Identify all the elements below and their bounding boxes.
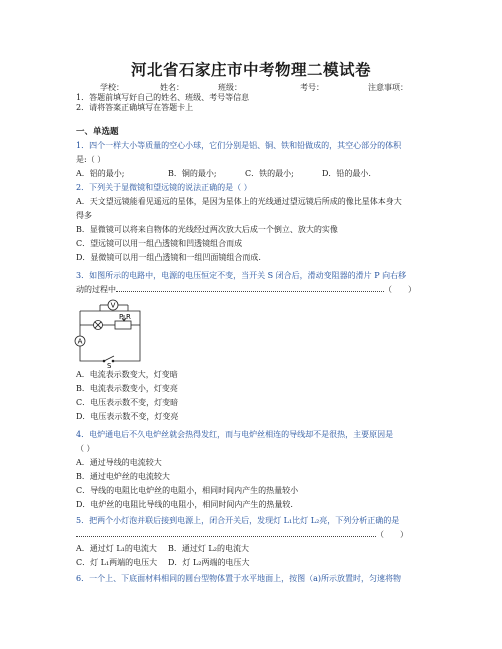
q4-stem-cont: （ ） (76, 444, 95, 453)
q2-option-b: B．显微镜可以将来自物体的光线经过两次放大后成一个倒立、放大的实像 (76, 225, 338, 234)
q3-option-c: C．电压表示数不变，灯变暗 (76, 398, 179, 407)
q3-dotted-leader (116, 285, 384, 292)
q4-option-d: D．电炉丝的电阻比导线的电阻小，相同时间内产生的热量较. (76, 500, 293, 509)
q5-leader-row (76, 530, 408, 540)
q1-stem: 1．四个一样大小等质量的空心小球，它们分别是铝、铜、铁和铅做成的，其空心部分的体积 (76, 141, 402, 150)
q1-option-c: C．铁的最小; (245, 169, 294, 178)
q3-answer-paren: （ ） (384, 285, 416, 294)
exam-no-field: 考号： (300, 83, 324, 92)
q1-option-b: B．铜的最小; (168, 169, 217, 178)
q4-stem: 4．电炉通电后不久电炉丝就会热得发红，而与电炉丝相连的导线却不是很热，主要原因是 (76, 430, 394, 439)
q5-stem: 5．把两个小灯泡并联后接到电源上，闭合开关后，发现灯 L₁比灯 L₂亮，下列分析正确的是 (76, 516, 400, 525)
q6-stem: 6．一个上、下底面材料相同的圆台型物体置于水平地面上，按图（a)所示放置时，匀速将物 (76, 574, 401, 583)
q4-option-a: A．通过导线的电流较大 (76, 458, 162, 467)
q1-option-d: D．铅的最小. (322, 169, 371, 178)
q4-option-b: B．通过电炉丝的电流较大 (76, 472, 170, 481)
note-1: 1．答题前填写好自己的姓名、班级、考号等信息 (76, 93, 250, 102)
q5-answer-paren: （ ） (376, 530, 408, 539)
q3-option-b: B．电流表示数变小，灯变亮 (76, 384, 178, 393)
note-2: 2．请将答案正确填写在答题卡上 (76, 103, 194, 112)
ammeter-label: A (77, 337, 83, 346)
q2-option-c: C．望远镜可以用一组凸透镜和凹透镜组合而成 (76, 239, 243, 248)
q2-option-a-cont: 得多 (76, 211, 92, 220)
resistor-label: R (126, 313, 131, 321)
q3-stem: 3．如图所示的电路中，电源的电压恒定不变，当开关 S 闭合后，滑动变阻器的滑片 P 向右移 (76, 271, 407, 280)
slider-label: P (119, 313, 124, 321)
switch-label: S (107, 362, 112, 369)
q5-option-a: A．通过灯 L₁的电流大 (76, 544, 157, 553)
rheostat-icon (115, 321, 131, 329)
q2-option-d: D．显微镜可以用一组凸透镜和一组凹面镜组合而成. (76, 253, 261, 262)
q5-dotted-leader (76, 530, 376, 537)
q3-option-d: D．电压表示数不变，灯变亮 (76, 412, 179, 421)
q5-option-b: B．通过灯 L₂的电流大 (168, 544, 249, 553)
q2-option-a: A．天文望远镜能看见遥远的星体，是因为星体上的光线通过望远镜后所成的像比星体本身大 (76, 197, 402, 206)
q4-option-c: C．导线的电阻比电炉丝的电阻小，相同时间内产生的热量较小 (76, 486, 299, 495)
circuit-diagram (70, 299, 160, 369)
page-title: 河北省石家庄市中考物理二模试卷 (130, 61, 371, 79)
name-field: 姓名： (160, 83, 184, 92)
q1-option-a: A．铝的最小; (76, 169, 125, 178)
q5-option-d: D．灯 L₂两端的电压大 (168, 558, 250, 567)
q1-stem-cont: 是:（ ） (76, 155, 106, 164)
q3-stem-text: 动的过程中 (76, 285, 116, 294)
voltmeter-label: V (110, 301, 116, 310)
school-field: 学校： (100, 83, 124, 92)
q5-option-c: C．灯 L₁两端的电压大 (76, 558, 158, 567)
notes-label: 注意事项： (368, 83, 408, 92)
section-heading: 一、单选题 (76, 127, 119, 137)
q3-stem-cont (76, 285, 416, 295)
class-field: 班级： (218, 83, 242, 92)
q3-option-a: A．电流表示数变大，灯变暗 (76, 370, 178, 379)
q2-stem: 2．下列关于显微镜和望远镜的说法正确的是（ ） (76, 183, 252, 192)
